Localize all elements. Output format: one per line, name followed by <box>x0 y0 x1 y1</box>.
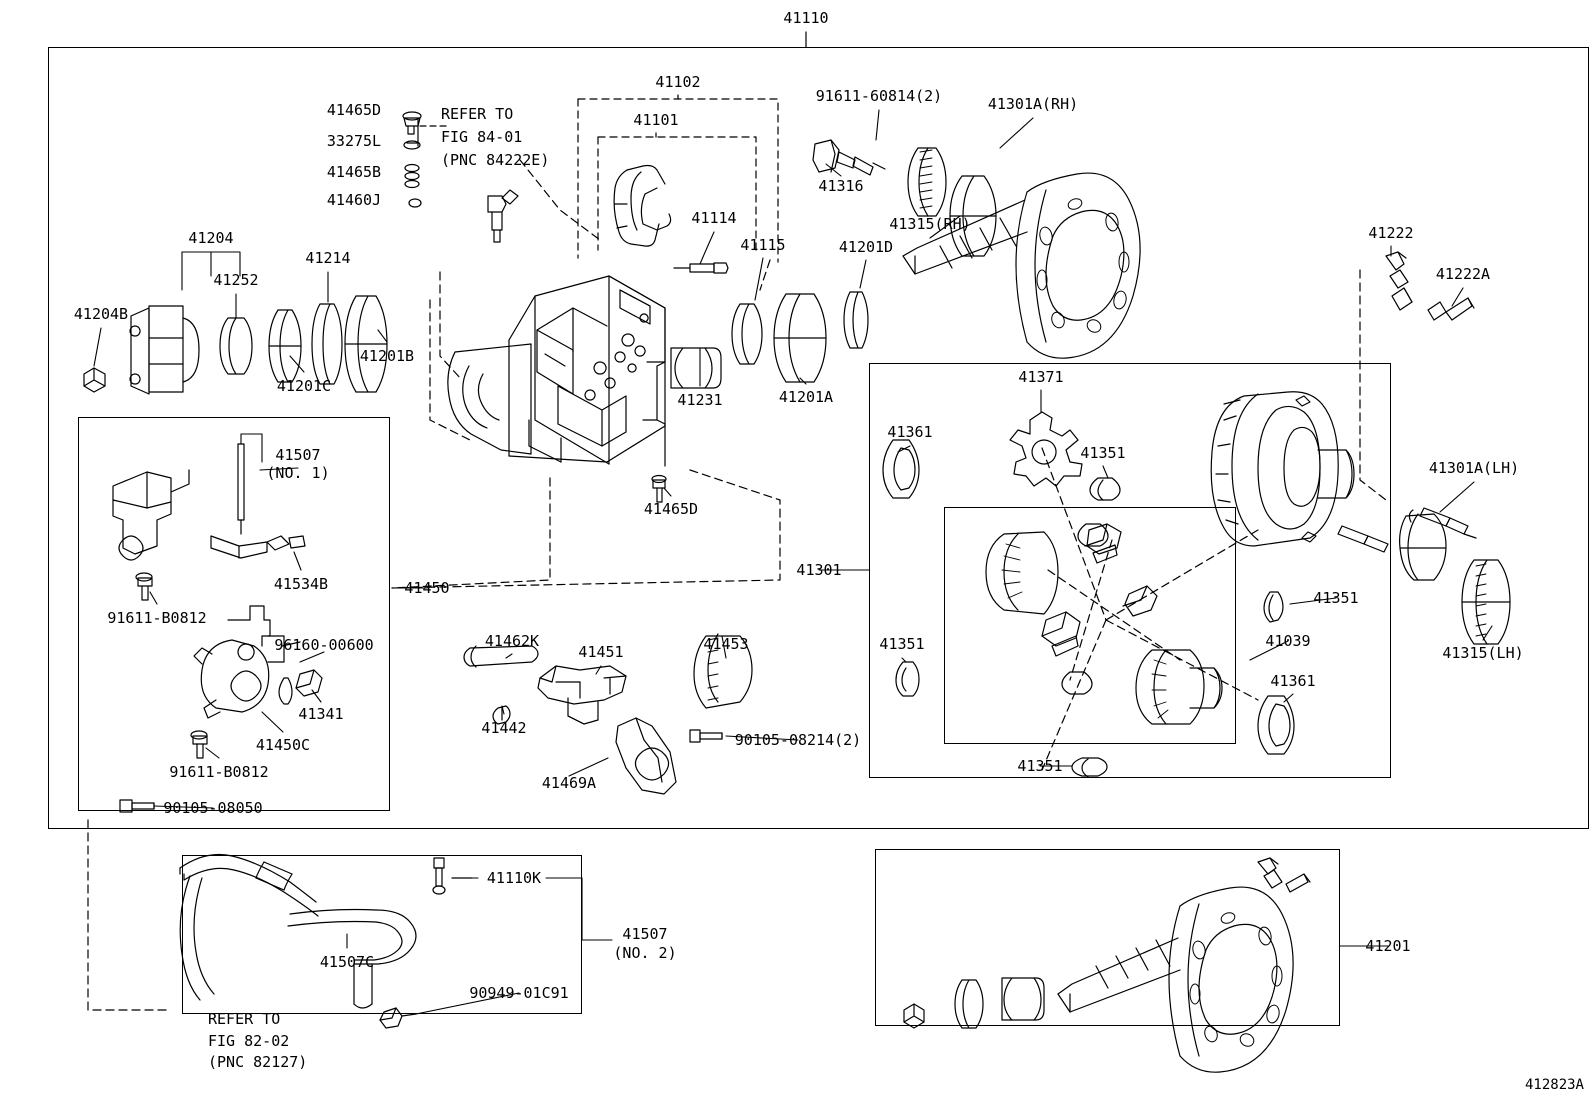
part-label-41465B: 41465B <box>326 163 382 181</box>
drawing-code: 412823A <box>1524 1077 1584 1093</box>
part-label-41465D-bottom: 41465D <box>643 500 699 518</box>
part-label-41351-left: 41351 <box>879 635 925 653</box>
part-label-41361-top: 41361 <box>887 423 933 441</box>
part-label-41114: 41114 <box>691 209 737 227</box>
part-label-41453: 41453 <box>703 635 749 653</box>
part-label-41039: 41039 <box>1265 632 1311 650</box>
part-label-41102: 41102 <box>655 73 701 91</box>
part-label-41222: 41222 <box>1368 224 1414 242</box>
part-label-41231: 41231 <box>677 391 723 409</box>
part-label-41315-LH: 41315(LH) <box>1442 644 1524 662</box>
note-refer-to-1: REFER TO <box>441 105 514 123</box>
part-label-41507-no1-sub: (NO. 1) <box>266 464 330 482</box>
part-label-90105-08050: 90105-08050 <box>163 799 263 817</box>
part-label-41201C: 41201C <box>276 377 332 395</box>
part-label-41462K: 41462K <box>484 632 540 650</box>
part-label-41465D-top: 41465D <box>326 101 382 119</box>
part-label-41450C: 41450C <box>255 736 311 754</box>
part-label-90105-08214: 90105-08214(2) <box>734 731 862 749</box>
differential-gear-frame <box>944 507 1236 744</box>
part-label-41101: 41101 <box>633 111 679 129</box>
part-label-41351-bottom: 41351 <box>1017 757 1063 775</box>
part-label-41460J: 41460J <box>326 191 382 209</box>
part-label-41252: 41252 <box>213 271 259 289</box>
part-label-96160-00600: 96160-00600 <box>274 636 374 654</box>
part-label-41301A-LH: 41301A(LH) <box>1428 459 1520 477</box>
note-refer-to-2: REFER TO <box>208 1010 281 1028</box>
note-pnc-84222E: (PNC 84222E) <box>441 151 550 169</box>
note-fig-82-02: FIG 82-02 <box>208 1032 290 1050</box>
note-fig-84-01: FIG 84-01 <box>441 128 523 146</box>
part-label-41351-right: 41351 <box>1313 589 1359 607</box>
part-label-41316: 41316 <box>818 177 864 195</box>
part-label-41450: 41450 <box>404 579 450 597</box>
part-label-41201: 41201 <box>1365 937 1411 955</box>
part-label-41115: 41115 <box>740 236 786 254</box>
part-label-91611-B0812-bottom: 91611-B0812 <box>169 763 269 781</box>
part-label-41201D: 41201D <box>838 238 894 256</box>
part-label-41361-bottom: 41361 <box>1270 672 1316 690</box>
part-label-41341: 41341 <box>298 705 344 723</box>
part-label-41204B: 41204B <box>73 305 129 323</box>
part-label-41214: 41214 <box>305 249 351 267</box>
part-label-41469A: 41469A <box>541 774 597 792</box>
part-label-90949-01C91: 90949-01C91 <box>469 984 569 1002</box>
part-label-41507-no2: 41507 <box>622 925 668 943</box>
part-label-41201B: 41201B <box>359 347 415 365</box>
part-label-41204: 41204 <box>188 229 234 247</box>
part-label-41507-no2-sub: (NO. 2) <box>613 944 677 962</box>
part-label-41301: 41301 <box>796 561 842 579</box>
note-pnc-82127: (PNC 82127) <box>208 1053 308 1071</box>
part-label-41222A: 41222A <box>1435 265 1491 283</box>
part-label-41351-top: 41351 <box>1080 444 1126 462</box>
part-label-41201A: 41201A <box>778 388 834 406</box>
axle-shaft-frame <box>875 849 1340 1026</box>
part-label-41110K: 41110K <box>486 869 542 887</box>
part-label-41301A-RH: 41301A(RH) <box>987 95 1079 113</box>
part-label-41534B: 41534B <box>273 575 329 593</box>
part-label-41507-no1: 41507 <box>275 446 321 464</box>
part-label-33275L: 33275L <box>326 132 382 150</box>
part-label-41315-RH: 41315(RH) <box>889 215 971 233</box>
part-label-41442: 41442 <box>481 719 527 737</box>
part-label-91611-B0812-top: 91611-B0812 <box>107 609 207 627</box>
part-label-41507C: 41507C <box>319 953 375 971</box>
part-label-41451: 41451 <box>578 643 624 661</box>
part-label-41371: 41371 <box>1018 368 1064 386</box>
part-label-91611-60814: 91611-60814(2) <box>815 87 943 105</box>
part-label-41110: 41110 <box>783 9 829 27</box>
